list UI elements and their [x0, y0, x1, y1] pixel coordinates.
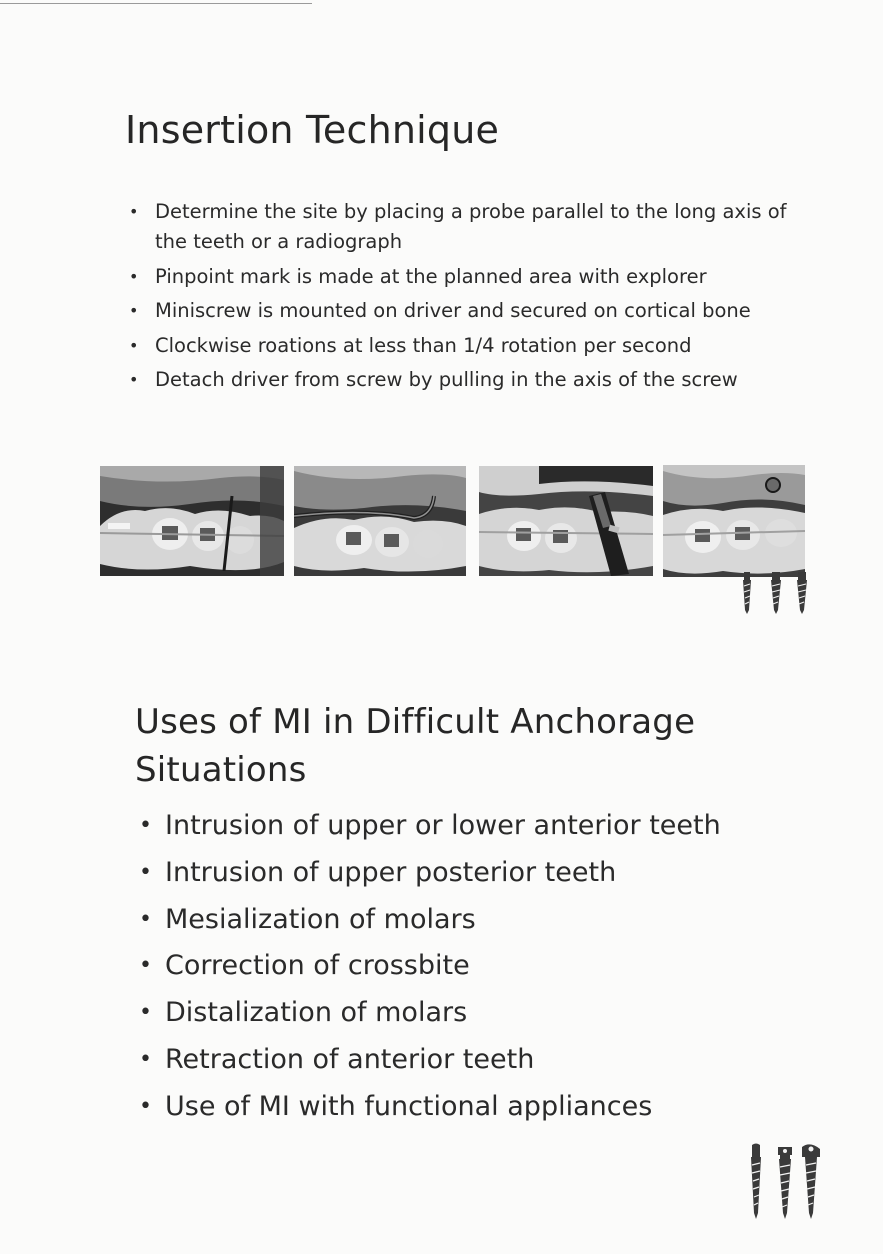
- list-item: • Intrusion of upper posterior teeth: [135, 853, 775, 893]
- bullet-icon: •: [129, 301, 139, 320]
- bullet-icon: •: [129, 335, 139, 355]
- placed-miniscrew-photo: [663, 465, 805, 577]
- uses-of-mi-list: [135, 806, 775, 1134]
- bullet-icon: •: [139, 906, 152, 932]
- bullet-icon: •: [129, 202, 139, 221]
- list-item: • Detach driver from screw by pulling in the axis of the screw: [125, 365, 805, 395]
- bullet-icon: •: [139, 953, 152, 979]
- list-item: • Use of MI with functional appliances: [135, 1087, 775, 1127]
- bullet-icon: •: [139, 1093, 152, 1119]
- insertion-technique-title: Insertion Technique: [125, 108, 500, 152]
- list-item: • Clockwise roations at less than 1/4 rotation per second: [125, 331, 805, 361]
- list-item: • Determine the site by placing a probe parallel to the long axis of the teeth or a radiograph: [125, 197, 805, 257]
- uses-of-mi-title: Uses of MI in Difficult Anchorage Situations: [135, 702, 696, 790]
- bullet-icon: •: [129, 266, 139, 286]
- list-item: • Intrusion of upper or lower anterior teeth: [135, 806, 775, 846]
- miniscrew-illustration-small: [738, 572, 810, 618]
- explorer-mark-photo: [294, 466, 466, 576]
- list-item: • Correction of crossbite: [135, 946, 775, 986]
- scan-edge-line: [0, 3, 312, 4]
- bullet-icon: •: [139, 859, 152, 885]
- probe-placement-photo: [100, 466, 284, 576]
- miniscrew-illustration-large: [744, 1143, 834, 1223]
- bullet-icon: •: [139, 1046, 152, 1072]
- list-item: • Retraction of anterior teeth: [135, 1040, 775, 1080]
- driver-insertion-photo: [479, 466, 653, 576]
- list-item: • Distalization of molars: [135, 993, 775, 1033]
- list-item: • Pinpoint mark is made at the planned area with explorer: [125, 262, 805, 292]
- list-item: • Mesialization of molars: [135, 900, 775, 940]
- bullet-icon: •: [139, 1000, 152, 1026]
- list-item: • Miniscrew is mounted on driver and secured on cortical bone: [125, 296, 805, 326]
- insertion-steps-list: [125, 197, 805, 400]
- bullet-icon: •: [139, 813, 152, 838]
- bullet-icon: •: [129, 370, 139, 389]
